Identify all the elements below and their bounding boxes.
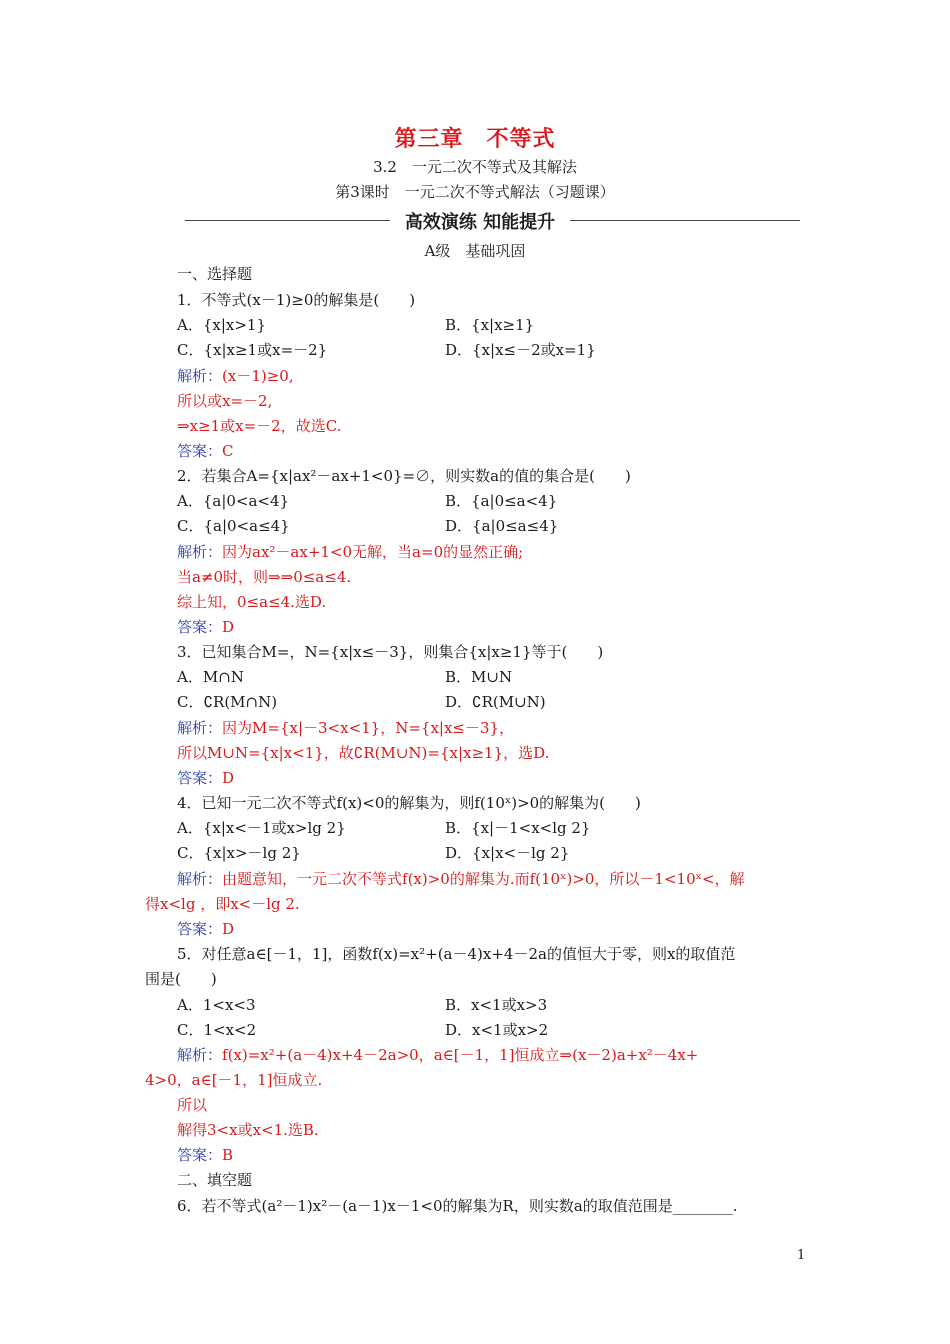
analysis-label: 解析： [177, 719, 223, 737]
q4-solution-text-1: 由题意知，一元二次不等式f(x)>0的解集为.而f(10ˣ)>0，所以－1<10ˣ<，解 [222, 870, 745, 888]
banner-text: 高效演练 知能提升 [390, 208, 570, 234]
q5-option-c: C．1<x<2 [177, 1021, 257, 1039]
answer-label: 答案： [177, 618, 223, 636]
banner [175, 208, 775, 234]
q1-option-d: D．{x|x≤－2或x=1} [445, 341, 596, 359]
q6-stem: 6．若不等式(a²－1)x²－(a－1)x－1<0的解集为R，则实数a的取值范围是________. [177, 1197, 738, 1215]
banner-rule-left [185, 220, 420, 221]
q1-stem: 1．不等式(x－1)≥0的解集是( ) [177, 291, 416, 309]
q5-stem-1: 5．对任意a∈[－1，1]，函数f(x)=x²+(a－4)x+4－2a的值恒大于零，则x的取值范 [177, 945, 736, 963]
q5-stem-2: 围是( ) [145, 970, 217, 988]
q4-stem: 4．已知一元二次不等式f(x)<0的解集为，则f(10ˣ)>0的解集为( ) [177, 794, 641, 812]
chapter-title: 第三章 不等式 [394, 126, 556, 152]
q3-option-c: C．∁R(M∩N) [177, 693, 278, 711]
answer-label: 答案： [177, 442, 223, 460]
q2-solution-2: 当a≠0时，则⇒⇒0≤a≤4. [177, 568, 352, 586]
q3-solution-text-1: 因为M={x|－3<x<1}，N={x|x≤－3}， [222, 719, 515, 737]
analysis-label: 解析： [177, 1046, 223, 1064]
q5-option-d: D．x<1或x>2 [445, 1021, 549, 1039]
q5-solution-3: 所以 [177, 1096, 208, 1114]
analysis-label: 解析： [177, 367, 223, 385]
q4-option-b: B．{x|－1<x<lg 2} [445, 819, 591, 837]
q2-answer [177, 617, 234, 637]
q1-solution-2: 所以或x=－2, [177, 392, 273, 410]
q3-option-a: A．M∩N [177, 668, 244, 686]
analysis-label: 解析： [177, 870, 223, 888]
q5-option-a: A．1<x<3 [177, 996, 256, 1014]
section-fill: 二、填空题 [177, 1171, 253, 1189]
q4-answer [177, 919, 234, 939]
q5-answer-value: B [222, 1146, 234, 1164]
q2-option-d: D．{a|0≤a≤4} [445, 517, 559, 535]
q1-option-c: C．{x|x≥1或x=－2} [177, 341, 328, 359]
q5-answer [177, 1145, 233, 1165]
level-label: A级 基础巩固 [424, 242, 526, 260]
section-title: 3.2 一元二次不等式及其解法 [373, 158, 577, 176]
q3-answer-value: D [222, 769, 235, 787]
q4-option-c: C．{x|x>－lg 2} [177, 844, 301, 862]
q4-solution-1 [177, 869, 745, 889]
q5-solution-1 [177, 1045, 698, 1065]
q4-option-d: D．{x|x<－lg 2} [445, 844, 570, 862]
q4-answer-value: D [222, 920, 235, 938]
q1-answer-value: C [222, 442, 234, 460]
banner-rule-right [540, 220, 800, 221]
answer-label: 答案： [177, 920, 223, 938]
q5-solution-4: 解得3<x或x<1.选B. [177, 1121, 319, 1139]
q1-option-b: B．{x|x≥1} [445, 316, 535, 334]
q2-solution-text-1: 因为ax²－ax+1<0无解，当a=0的显然正确; [222, 543, 524, 561]
q1-option-a: A．{x|x>1} [177, 316, 267, 334]
q1-solution-text-1: (x－1)≥0, [222, 367, 294, 385]
q1-solution-1 [177, 366, 294, 386]
q1-solution-3: ⇒x≥1或x=－2，故选C. [177, 417, 342, 435]
answer-label: 答案： [177, 1146, 223, 1164]
q4-option-a: A．{x|x<－1或x>lg 2} [177, 819, 346, 837]
q3-solution-1 [177, 718, 514, 738]
q3-stem: 3．已知集合M=，N={x|x≤－3}，则集合{x|x≥1}等于( ) [177, 643, 604, 661]
analysis-label: 解析： [177, 543, 223, 561]
q3-solution-2: 所以M∪N={x|x<1}，故∁R(M∪N)={x|x≥1}，选D. [177, 744, 550, 762]
q2-solution-1 [177, 542, 523, 562]
q5-option-b: B．x<1或x>3 [445, 996, 548, 1014]
q2-option-c: C．{a|0<a≤4} [177, 517, 290, 535]
q5-solution-2: 4>0，a∈[－1，1]恒成立. [145, 1071, 323, 1089]
page-number: 1 [797, 1248, 806, 1263]
section-choice: 一、选择题 [177, 265, 253, 283]
q3-option-d: D．∁R(M∪N) [445, 693, 546, 711]
q2-stem: 2．若集合A={x|ax²－ax+1<0}=∅，则实数a的值的集合是( ) [177, 467, 631, 485]
q2-option-b: B．{a|0≤a<4} [445, 492, 558, 510]
q1-answer [177, 441, 234, 461]
q3-answer [177, 768, 234, 788]
q2-answer-value: D [222, 618, 235, 636]
lesson-title: 第3课时 一元二次不等式解法（习题课） [335, 183, 615, 201]
q2-option-a: A．{a|0<a<4} [177, 492, 290, 510]
q3-option-b: B．M∪N [445, 668, 513, 686]
q2-solution-3: 综上知，0≤a≤4.选D. [177, 593, 327, 611]
answer-label: 答案： [177, 769, 223, 787]
q4-solution-2: 得x<lg ，即x<－lg 2. [145, 895, 300, 913]
q5-solution-text-1: f(x)=x²+(a－4)x+4－2a>0，a∈[－1，1]恒成立⇒(x－2)a+x²－4x+ [222, 1046, 699, 1064]
